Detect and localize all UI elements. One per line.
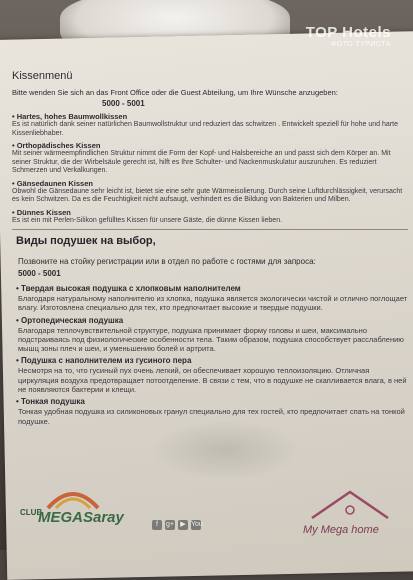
watermark-subtitle: ФОТО ТУРИСТА xyxy=(330,41,391,48)
german-item xyxy=(12,179,408,205)
russian-item xyxy=(12,356,408,394)
youtube-icon: You xyxy=(191,521,203,528)
menu-content xyxy=(12,70,408,429)
googleplus-icon: g+ xyxy=(166,521,174,528)
logo-club-text: CLUB xyxy=(20,508,43,517)
russian-item-desc: Благодаря натуральному наполнителю из хлопка, подушка является экологически чистой и отлично поглощает влагу. Изготовлена специально для тех, кто предпочитает высокие и твердые подушки. xyxy=(18,294,408,313)
russian-item-title: • Подушка с наполнителем из гусиного пера xyxy=(16,356,192,366)
german-item xyxy=(12,141,408,176)
german-phone: 5000 - 5001 xyxy=(102,99,145,108)
german-item-title: • Orthopädisches Kissen xyxy=(12,141,101,150)
russian-title: Виды подушек на выбор, xyxy=(16,235,156,247)
watermark-brand: TOP Hotels xyxy=(305,24,391,41)
russian-item-desc: Благодаря теплочувствительной структуре, подушка принимает форму головы и шеи, максимально подстраиваясь под физиологические особенности тела. Таким образом, подушка способствует расслаблению мышц зоны плеч и шеи, и уменьшению болей и артрита. xyxy=(18,325,404,354)
german-intro: Bitte wenden Sie sich an das Front Office oder die Guest Abteilung, um Ihre Wünsche anzugeben: xyxy=(12,88,338,97)
russian-item xyxy=(12,316,408,354)
german-item xyxy=(12,112,408,138)
logo-megasaray-text: MEGASaray xyxy=(38,509,124,526)
german-item-desc: Obwohl die Gänsedaune sehr leicht ist, bietet sie eine sehr gute Wärmeisolierung. Durch seine Luftdurchlässigkeit, verursacht es kein Schwitzen. Da es die Feuchtigkeit nicht aufsaugt, verhindert es die Bildung von Bakterien und Milben. xyxy=(12,187,403,203)
russian-item-desc: Тонкая удобная подушка из силиконовых гранул специально для тех гостей, кто предпочитает спать на тонкой подушке. xyxy=(18,407,405,426)
russian-item-title: • Твердая высокая подушка с хлопковым наполнителем xyxy=(16,284,241,293)
tophotels-watermark xyxy=(306,24,391,48)
german-item xyxy=(12,208,408,226)
russian-item-title: • Ортопедическая подушка xyxy=(16,315,124,325)
section-divider xyxy=(12,229,408,230)
german-item-desc: Es ist natürlich dank seiner natürlichen Baumwollstruktur und reduziert das schwitzen . Entwickelt speziell für hohe und harte Kissenliebhaber. xyxy=(12,121,398,137)
facebook-icon: f xyxy=(152,520,162,530)
german-item-title: • Gänsedaunen Kissen xyxy=(12,178,93,188)
german-title: Kissenmenü xyxy=(12,70,73,82)
paper-stain xyxy=(150,420,300,480)
german-item-desc: Mit seiner wärmeempfindlichen Struktur nimmt die Form der Kopf- und Halsbereiche an und passt sich dem Körper an. Mit seiner Struktur, die der Wirbelsäule gerecht ist, hilft es Ihre Schulter- und Nackenmuskulatur auszuruhen. Es reduziert Schmerzen und Verkalkungen. xyxy=(12,150,391,174)
russian-item xyxy=(12,284,408,313)
german-item-desc: Es ist ein mit Perlen-Silikon gefülltes Kissen für unsere Gäste, die dünne Kissen lieben. xyxy=(12,216,283,224)
german-item-title: • Hartes, hohes Baumwollkissen xyxy=(12,112,128,121)
russian-intro: Позвоните на стойку регистрации или в отдел по работе с гостями для запроса: xyxy=(18,257,316,266)
german-item-title: • Dünnes Kissen xyxy=(12,207,71,217)
play-icon: ▶ xyxy=(178,520,188,530)
russian-phone: 5000 - 5001 xyxy=(18,269,61,278)
russian-item-desc: Несмотря на то, что гусиный пух очень легкий, он обеспечивает хорошую теплоизоляцию. Отличная циркуляция воздуха предотвращает потоотделение. В связи с тем, что в подушке не скапливается влага, в ней не появляются бактерии и клещи. xyxy=(18,366,407,395)
my-mega-home-text: My Mega home xyxy=(303,524,379,536)
social-icons xyxy=(152,520,201,530)
russian-item-title: • Тонкая подушка xyxy=(16,397,85,407)
